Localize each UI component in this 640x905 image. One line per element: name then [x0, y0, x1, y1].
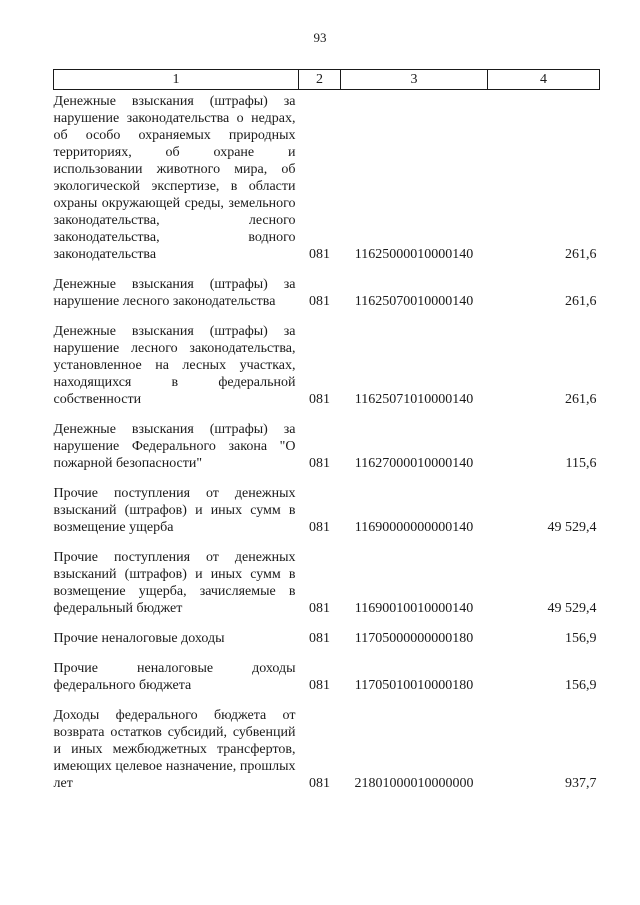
page-number: 93: [313, 30, 327, 45]
row-admin-code: 081: [309, 601, 330, 616]
row-amount: 261,6: [565, 392, 597, 407]
table-row: [54, 536, 600, 617]
row-admin-code: 081: [309, 520, 330, 535]
row-description: Прочие неналоговые доходы: [53, 631, 225, 646]
row-admin-code: 081: [309, 294, 330, 309]
table-row: [54, 694, 600, 792]
row-description: Денежные взыскания (штрафы) за нарушение лесного законодательства: [53, 277, 296, 309]
row-admin-code: 081: [309, 247, 330, 262]
row-amount: 937,7: [565, 776, 597, 791]
row-kbk-code: 11705000000000180: [354, 631, 474, 646]
row-admin-code: 081: [309, 631, 330, 646]
row-amount: 49 529,4: [547, 601, 597, 616]
row-amount: 156,9: [565, 678, 597, 693]
table-row: [54, 647, 600, 694]
table-row: [54, 310, 600, 408]
budget-revenue-table: [53, 69, 600, 792]
row-amount: 261,6: [565, 294, 597, 309]
row-amount: 156,9: [565, 631, 597, 646]
column-header-3: 3: [341, 70, 488, 90]
column-header-2: 2: [299, 70, 341, 90]
row-amount: 115,6: [565, 456, 597, 471]
row-description: Денежные взыскания (штрафы) за нарушение Федерального закона "О пожарной безопасности": [53, 422, 296, 471]
row-amount: 49 529,4: [547, 520, 597, 535]
row-kbk-code: 11627000010000140: [354, 456, 474, 471]
column-header-4: 4: [488, 70, 600, 90]
row-description: Прочие неналоговые доходы федерального бюджета: [53, 661, 296, 693]
row-kbk-code: 11625070010000140: [354, 294, 474, 309]
table-header-row: [54, 70, 600, 90]
table-row: [54, 472, 600, 536]
row-description: Доходы федерального бюджета от возврата остатков субсидий, субвенций и иных межбюджетных трансфертов, имеющих целевое назначение, прошлых лет: [53, 708, 296, 791]
table-row: [54, 408, 600, 472]
table-row: [54, 263, 600, 310]
row-description: Прочие поступления от денежных взысканий (штрафов) и иных сумм в возмещение ущерба: [53, 486, 296, 535]
row-description: Денежные взыскания (штрафы) за нарушение законодательства о недрах, об особо охраняемых природных территориях, об охране и использовании животного мира, об экологической экспертизе, в области охраны окружающей среды, земельного законодательства, лесного законодательства, водного законодательства: [53, 94, 296, 262]
table-row: [54, 90, 600, 264]
row-description: Прочие поступления от денежных взысканий (штрафов) и иных сумм в возмещение ущерба, зачисляемые в федеральный бюджет: [53, 550, 296, 616]
row-kbk-code: 11705010010000180: [354, 678, 474, 693]
row-amount: 261,6: [565, 247, 597, 262]
table-row: [54, 617, 600, 647]
row-admin-code: 081: [309, 456, 330, 471]
row-kbk-code: 21801000010000000: [354, 776, 474, 791]
row-kbk-code: 11690010010000140: [354, 601, 474, 616]
row-admin-code: 081: [309, 392, 330, 407]
column-header-1: 1: [54, 70, 299, 90]
row-kbk-code: 11625000010000140: [354, 247, 474, 262]
row-kbk-code: 11690000000000140: [354, 520, 474, 535]
row-admin-code: 081: [309, 776, 330, 791]
row-kbk-code: 11625071010000140: [354, 392, 474, 407]
row-description: Денежные взыскания (штрафы) за нарушение лесного законодательства, установленное на лесных участках, находящихся в федеральной собственности: [53, 324, 296, 407]
row-admin-code: 081: [309, 678, 330, 693]
